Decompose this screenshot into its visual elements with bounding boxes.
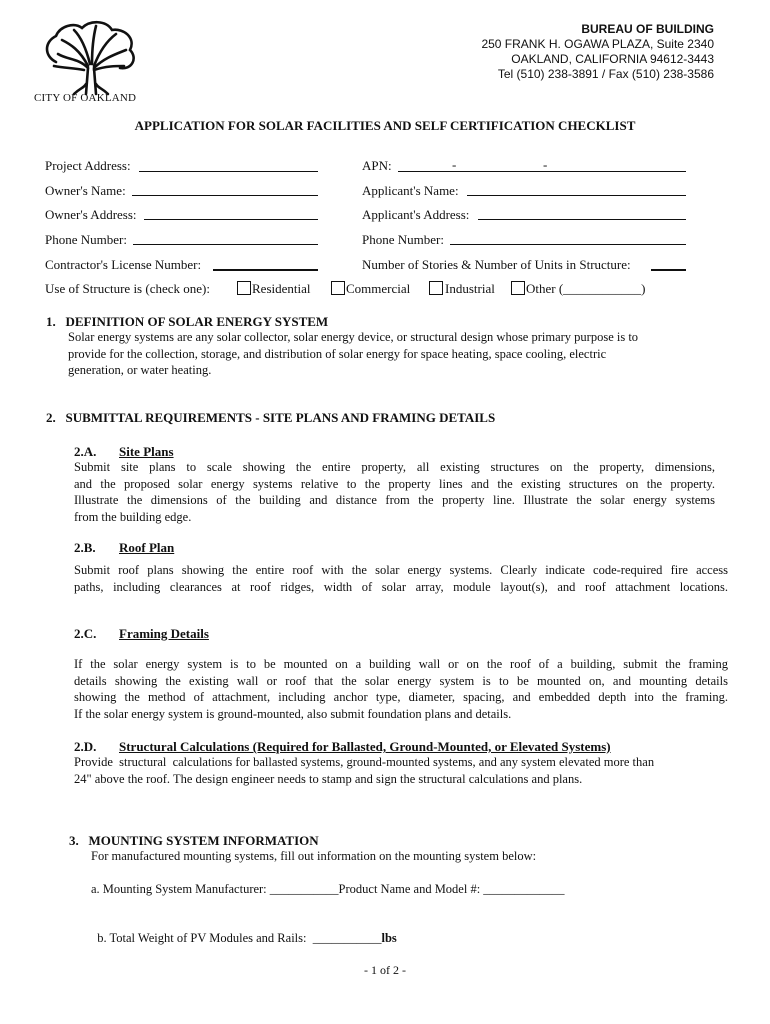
residential-label: Residential: [252, 281, 311, 296]
section-1-line-2: provide for the collection, storage, and distribution of solar energy for space heating, space cooling, electric: [68, 346, 607, 361]
page-number: - 1 of 2 -: [364, 963, 406, 977]
section-2b-line-1: Submit roof plans showing the entire roof with the solar energy systems. Clearly indicate code-required fire access: [74, 563, 728, 577]
commercial-label: Commercial: [346, 281, 411, 296]
contractor-license-label: Contractor's License Number:: [45, 257, 202, 272]
section-2b-title: Roof Plan: [119, 540, 175, 555]
section-2c-body: [74, 656, 728, 722]
phone-left-label: Phone Number:: [45, 232, 127, 247]
section-2a-title: Site Plans: [119, 444, 174, 459]
section-1-line-1: Solar energy systems are any solar collector, solar energy device, or structural design whose primary purpose is to: [68, 330, 639, 344]
section-2a-line-3: Illustrate the dimensions of the building and distance from the property line. Illustrate the solar energy systems: [74, 493, 715, 507]
apn-dash-2: -: [543, 157, 548, 172]
contractor-license-field[interactable]: [213, 269, 318, 271]
section-2d-number: 2.D.: [74, 739, 97, 754]
mounting-manufacturer-line[interactable]: a. Mounting System Manufacturer: ___________Product Name and Model #: _____________: [91, 882, 565, 896]
section-2c-line-1: If the solar energy system is to be mounted on a building wall or on the roof of a building, submit the framing: [74, 657, 728, 671]
applicant-address-field[interactable]: [478, 219, 686, 220]
bureau-header: [354, 22, 714, 82]
residential-checkbox[interactable]: [237, 281, 251, 295]
section-2c-line-4: If the solar energy system is ground-mounted, also submit foundation plans and details.: [74, 706, 512, 721]
industrial-label: Industrial: [445, 281, 495, 296]
section-2c-line-2: details showing the existing wall or roof that the solar energy system is to be mounted on, and mounting details: [74, 673, 728, 688]
phone-right-label: Phone Number:: [362, 232, 444, 247]
oak-tree-icon: [34, 18, 146, 96]
logo-city-text: CITY OF OAKLAND: [34, 92, 137, 104]
section-1-heading: 1. DEFINITION OF SOLAR ENERGY SYSTEM: [46, 314, 329, 329]
section-2a-body: [74, 459, 715, 525]
section-2c-line-3: showing the method of attachment, including anchor type, diameter, spacing, and embedded depth into the framing.: [74, 690, 728, 704]
section-1-body: [68, 329, 708, 379]
apn-dash-1: -: [452, 157, 457, 172]
bureau-address-line2: OAKLAND, CALIFORNIA 94612-3443: [511, 52, 714, 66]
owner-name-field[interactable]: [132, 195, 318, 196]
section-2a-line-4: from the building edge.: [74, 509, 192, 524]
section-2d-line-2: 24" above the roof. The design engineer needs to stamp and sign the structural calculations and plans.: [74, 771, 583, 786]
section-2a-line-2: and the proposed solar energy systems relative to the property lines and the existing structures on the property.: [74, 476, 715, 491]
section-2a-line-1: Submit site plans to scale showing the entire property, all existing structures on the property, dimensions,: [74, 460, 715, 474]
city-of-oakland-logo: [34, 18, 146, 108]
apn-label: APN:: [362, 158, 392, 173]
section-2b-body: [74, 562, 728, 595]
section-1-line-3: generation, or water heating.: [68, 363, 212, 377]
section-2d-line-1: Provide structural calculations for ballasted systems, ground-mounted systems, and any system elevated more than: [74, 755, 655, 769]
section-2d-title: Structural Calculations (Required for Ballasted, Ground-Mounted, or Elevated Systems): [119, 739, 611, 754]
total-weight-label[interactable]: b. Total Weight of PV Modules and Rails: ___________: [97, 931, 382, 945]
section-3-heading: 3. MOUNTING SYSTEM INFORMATION: [69, 833, 319, 848]
bureau-address-line1: 250 FRANK H. OGAWA PLAZA, Suite 2340: [481, 37, 714, 51]
section-3-intro: For manufactured mounting systems, fill out information on the mounting system below:: [91, 849, 537, 863]
bureau-phone: Tel (510) 238-3891 / Fax (510) 238-3586: [497, 67, 714, 81]
applicant-address-label: Applicant's Address:: [362, 207, 470, 222]
section-2a-number: 2.A.: [74, 444, 97, 459]
stories-units-label: Number of Stories & Number of Units in Structure:: [362, 257, 631, 272]
total-weight-unit: lbs: [381, 931, 397, 945]
other-checkbox[interactable]: [511, 281, 525, 295]
section-2c-title: Framing Details: [119, 626, 209, 641]
apn-field[interactable]: [398, 171, 686, 172]
other-label: Other (____________): [526, 281, 646, 296]
bureau-title: BUREAU OF BUILDING: [581, 22, 714, 36]
project-address-label: Project Address:: [45, 158, 131, 173]
stories-units-field[interactable]: [651, 269, 686, 271]
commercial-checkbox[interactable]: [331, 281, 345, 295]
project-address-field[interactable]: [139, 171, 318, 172]
section-2d-body: [74, 754, 722, 787]
applicant-name-field[interactable]: [467, 195, 686, 196]
use-of-structure-label: Use of Structure is (check one):: [45, 281, 210, 296]
section-2b-line-2: paths, including clearances at roof ridges, width of solar array, module layout(s), and roof attachment locations.: [74, 579, 728, 594]
phone-left-field[interactable]: [133, 244, 318, 245]
applicant-name-label: Applicant's Name:: [362, 183, 459, 198]
owner-name-label: Owner's Name:: [45, 183, 126, 198]
section-2-heading: 2. SUBMITTAL REQUIREMENTS - SITE PLANS AND FRAMING DETAILS: [46, 410, 496, 425]
section-2c-number: 2.C.: [74, 626, 97, 641]
phone-right-field[interactable]: [450, 244, 686, 245]
owner-address-field[interactable]: [144, 219, 318, 220]
total-weight-line: [91, 916, 397, 946]
industrial-checkbox[interactable]: [429, 281, 443, 295]
section-2b-number: 2.B.: [74, 540, 96, 555]
document-title: APPLICATION FOR SOLAR FACILITIES AND SELF CERTIFICATION CHECKLIST: [134, 118, 636, 133]
owner-address-label: Owner's Address:: [45, 207, 137, 222]
